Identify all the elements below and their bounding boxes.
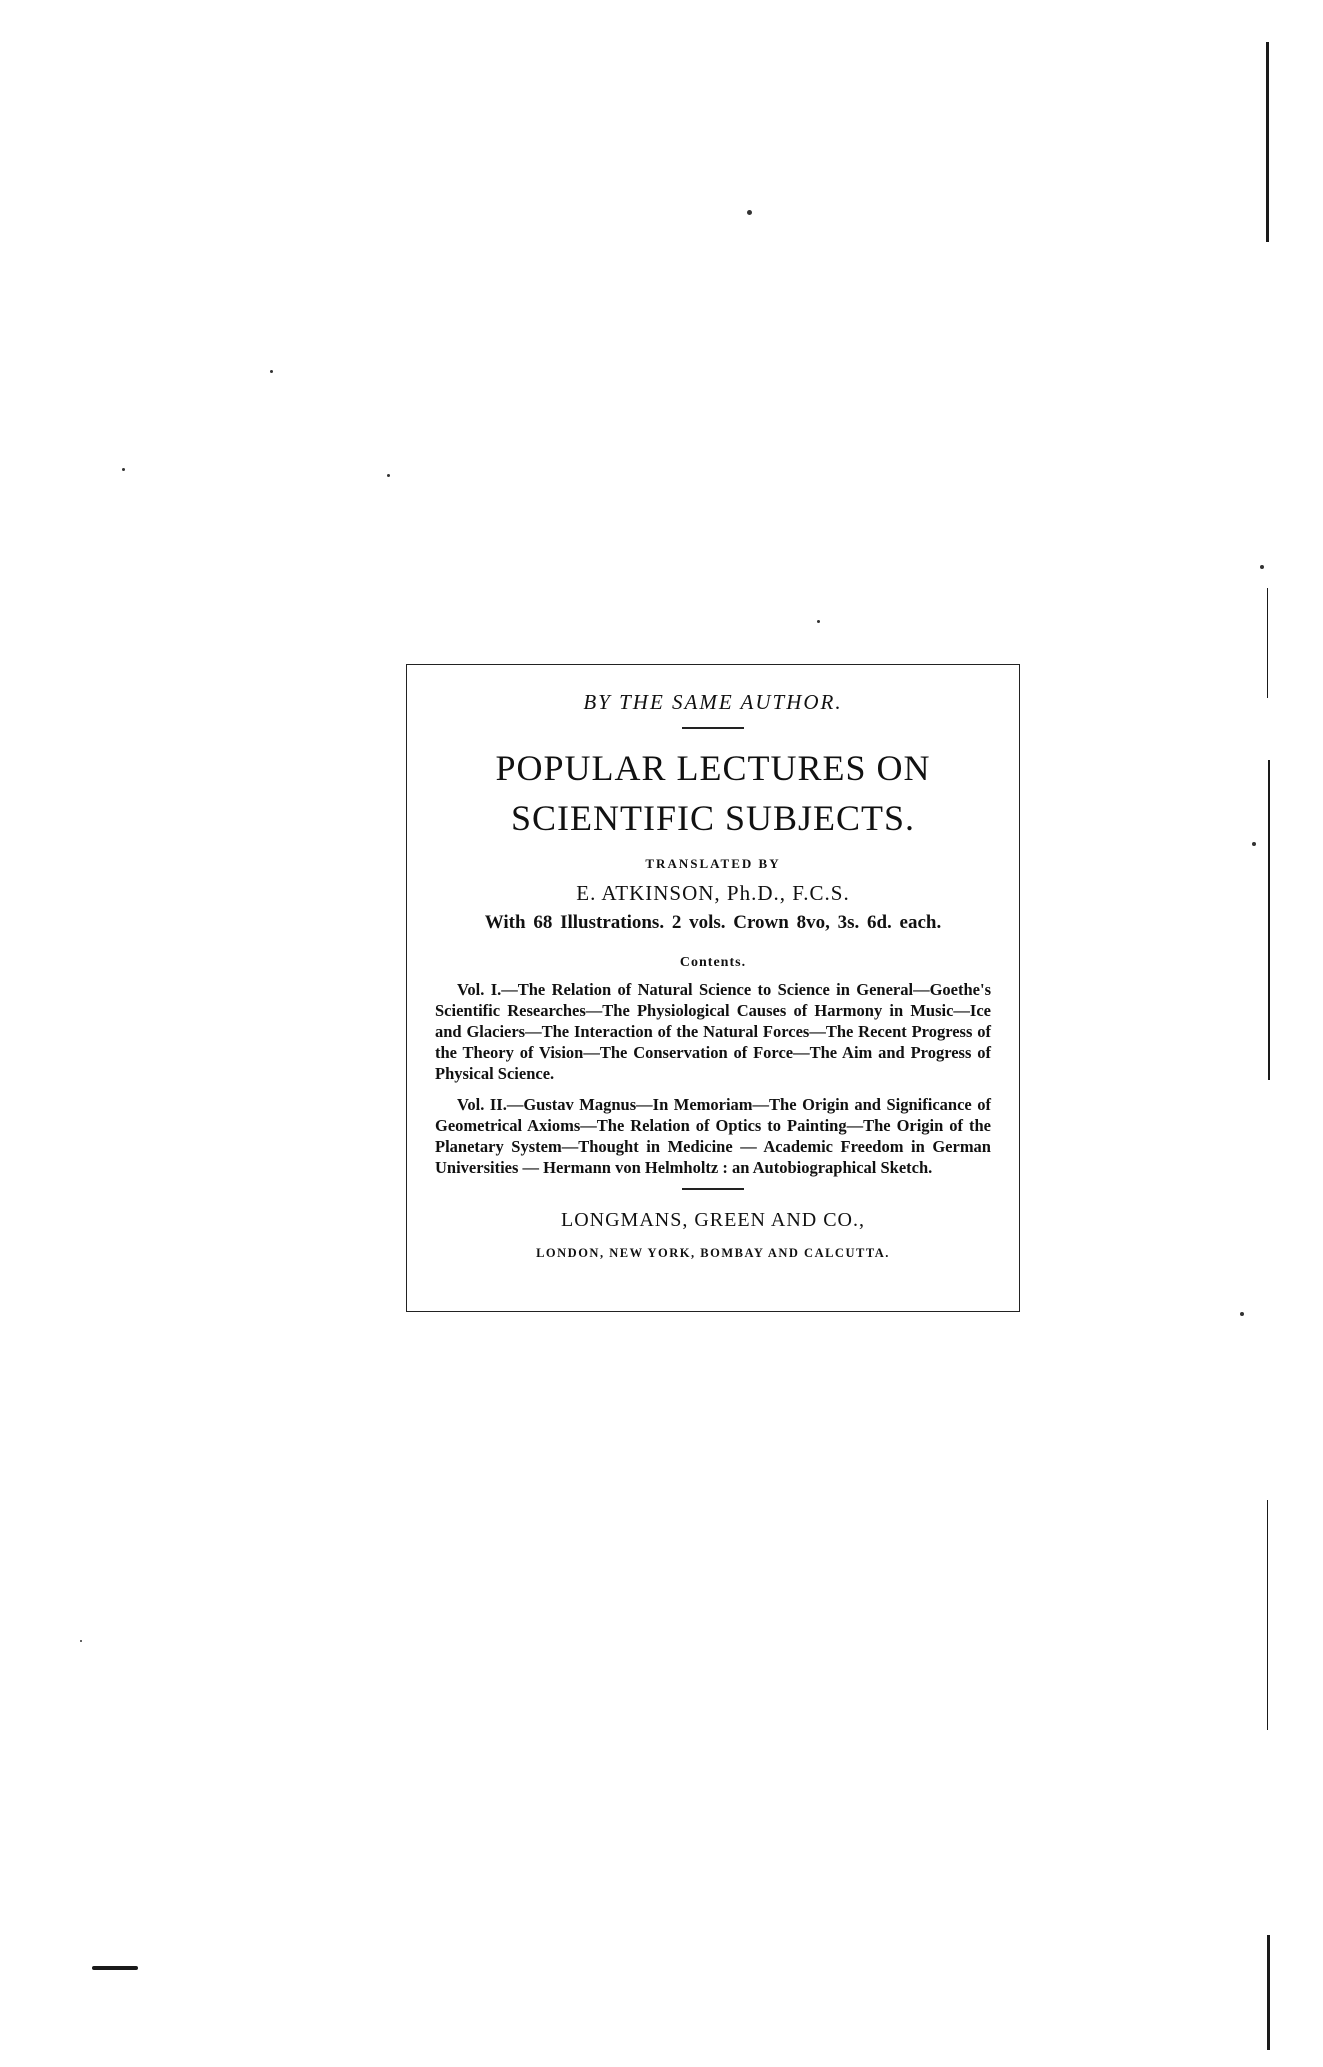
scan-speck xyxy=(80,1640,82,1642)
book-title-line-1: POPULAR LECTURES ON xyxy=(495,748,931,788)
scan-speck xyxy=(817,620,820,623)
by-same-author-heading: BY THE SAME AUTHOR. xyxy=(583,690,843,714)
scan-edge-line xyxy=(1267,1500,1268,1730)
book-title-line-2: SCIENTIFIC SUBJECTS. xyxy=(510,798,916,838)
translated-by-label: TRANSLATED BY xyxy=(645,856,781,871)
scan-speck xyxy=(747,210,752,215)
scan-edge-line xyxy=(1267,1935,1270,2050)
scan-speck xyxy=(122,468,125,471)
volume-2-contents: Vol. II.—Gustav Magnus—In Memoriam—The Origin and Significance of Geometrical Axioms—The Relation of Optics to Painting—The Origin of the Planetary System—Thought in Medicine — Academic Freedom in German Universities — Hermann von Helmholtz : an Autobiographical Sketch. xyxy=(435,1095,991,1177)
scan-speck xyxy=(1252,842,1256,846)
advertisement-box xyxy=(406,664,1020,1312)
scan-speck xyxy=(270,370,273,373)
scan-speck xyxy=(387,474,390,477)
scan-edge-line xyxy=(1266,42,1269,242)
contents-heading: Contents. xyxy=(679,955,747,970)
volume-1-contents: Vol. I.—The Relation of Natural Science to Science in General—Goethe's Scientific Researches—The Physiological Causes of Harmony in Music—Ice and Glaciers—The Interaction of the Natural Forces—The Recent Progress of the Theory of Vision—The Conservation of Force—The Aim and Progress of Physical Science. xyxy=(435,980,991,1083)
scan-edge-line xyxy=(92,1966,138,1970)
divider-rule xyxy=(682,1188,744,1190)
publisher-name: LONGMANS, GREEN AND CO., xyxy=(560,1209,865,1231)
edition-details: With 68 Illustrations. 2 vols. Crown 8vo, 3s. 6d. each. xyxy=(484,912,942,933)
scan-edge-line xyxy=(1267,588,1268,698)
scan-speck xyxy=(1260,565,1264,569)
translator-name: E. ATKINSON, Ph.D., F.C.S. xyxy=(576,881,850,905)
publisher-cities: LONDON, NEW YORK, BOMBAY AND CALCUTTA. xyxy=(536,1246,890,1260)
scan-edge-line xyxy=(1268,760,1270,1080)
scan-speck xyxy=(1240,1312,1244,1316)
divider-rule xyxy=(682,727,744,729)
